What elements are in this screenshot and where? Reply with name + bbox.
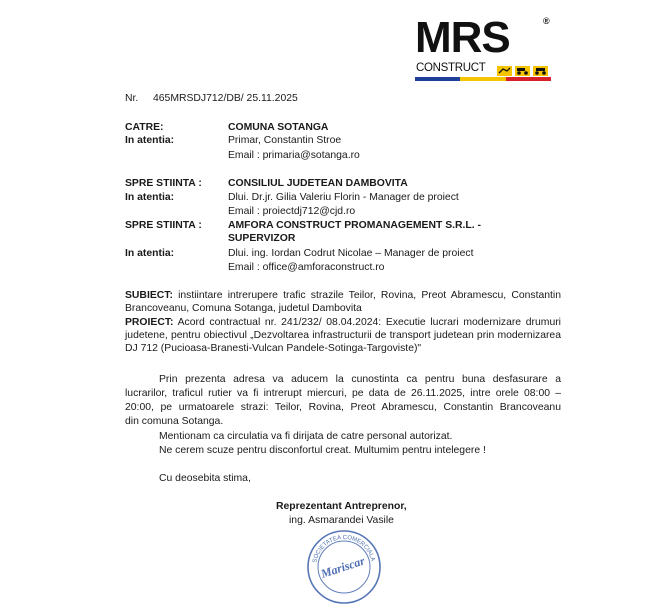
- reference-label: Nr.: [125, 93, 139, 104]
- spre-stiinta-email-1: Email : proiectdj712@cjd.ro: [228, 206, 356, 217]
- atentia-label-1: In atentia:: [125, 192, 175, 203]
- subject-label: SUBIECT:: [125, 290, 173, 301]
- company-logo: [413, 14, 555, 78]
- signature-name: ing. Asmarandei Vasile: [289, 515, 394, 526]
- logo-registered-mark: ®: [543, 16, 550, 26]
- construction-vehicles-icon: [497, 64, 549, 76]
- project-line-2: judetene, pentru obiectivul „Dezvoltarea infrastructurii de transport judetean prin modernizarea: [125, 330, 561, 341]
- catre-name: COMUNA SOTANGA: [228, 122, 329, 133]
- spre-stiinta-email-2: Email : office@amforaconstruct.ro: [228, 262, 385, 273]
- company-stamp: [304, 527, 384, 607]
- spre-stiinta-label-2: SPRE STIINTA :: [125, 220, 202, 231]
- subject-line-2: Brancoveanu, Comuna Sotanga, judetul Dambovita: [125, 303, 362, 314]
- spre-stiinta-name-1: CONSILIUL JUDETEAN DAMBOVITA: [228, 178, 408, 189]
- svg-text:SOCIETATEA COMERCIALA: SOCIETATEA COMERCIALA: [312, 534, 376, 564]
- catre-email: Email : primaria@sotanga.ro: [228, 150, 360, 161]
- reference-number: 465MRSDJ712/DB/ 25.11.2025: [153, 93, 298, 104]
- body-p1-line-4: din comuna Sotanga.: [125, 416, 224, 427]
- svg-text:Mariscar: Mariscar: [319, 553, 367, 581]
- signature-title: Reprezentant Antreprenor,: [276, 501, 407, 512]
- project-text-1: Acord contractual nr. 241/232/ 08.04.2024: Executie lucrari modernizare drumuri: [177, 317, 561, 328]
- body-p1-line-2: lucrarilor, traficul rutier va fi intrerupt miercuri, pe data de 26.11.2025, intre orele 08:00 –: [125, 388, 561, 399]
- spre-stiinta-person-2: Dlui. ing. Iordan Codrut Nicolae – Manager de proiect: [228, 248, 474, 259]
- atentia-label-2: In atentia:: [125, 248, 175, 259]
- logo-color-stripes: [415, 77, 551, 81]
- body-p1-line-3: 20:00, pe urmatoarele strazi: Teilor, Rovina, Preot Abramescu, Constantin Brancoveanu: [125, 402, 561, 413]
- logo-name: MRS: [415, 13, 510, 62]
- catre-person: Primar, Constantin Stroe: [228, 135, 342, 146]
- subject-line-1: [125, 289, 561, 302]
- spre-stiinta-name-2b: SUPERVIZOR: [228, 233, 296, 244]
- closing: Cu deosebita stima,: [159, 473, 251, 484]
- logo-subtitle: CONSTRUCT: [416, 62, 486, 74]
- atentia-label: In atentia:: [125, 135, 175, 146]
- body-p1-line-1: Prin prezenta adresa va aducem la cunostinta ca pentru buna desfasurare a: [159, 374, 561, 385]
- project-line-3: DJ 712 (Pucioasa-Branesti-Vulcan Pandele-Sotinga-Targoviste)": [125, 343, 422, 354]
- spre-stiinta-name-2a: AMFORA CONSTRUCT PROMANAGEMENT S.R.L. -: [228, 220, 482, 231]
- spre-stiinta-person-1: Dlui. Dr.jr. Gilia Valeriu Florin - Manager de proiect: [228, 192, 459, 203]
- spre-stiinta-label-1: SPRE STIINTA :: [125, 178, 202, 189]
- body-p2: Mentionam ca circulatia va fi dirijata de catre personal autorizat.: [159, 431, 453, 442]
- project-line-1: [125, 316, 561, 329]
- body-p3: Ne cerem scuze pentru disconfortul creat. Multumim pentru intelegere !: [159, 445, 486, 456]
- project-label: PROIECT:: [125, 317, 174, 328]
- catre-label: CATRE:: [125, 122, 164, 133]
- subject-text-1: instiintare intrerupere trafic strazile Teilor, Rovina, Preot Abramescu, Constantin: [178, 290, 561, 301]
